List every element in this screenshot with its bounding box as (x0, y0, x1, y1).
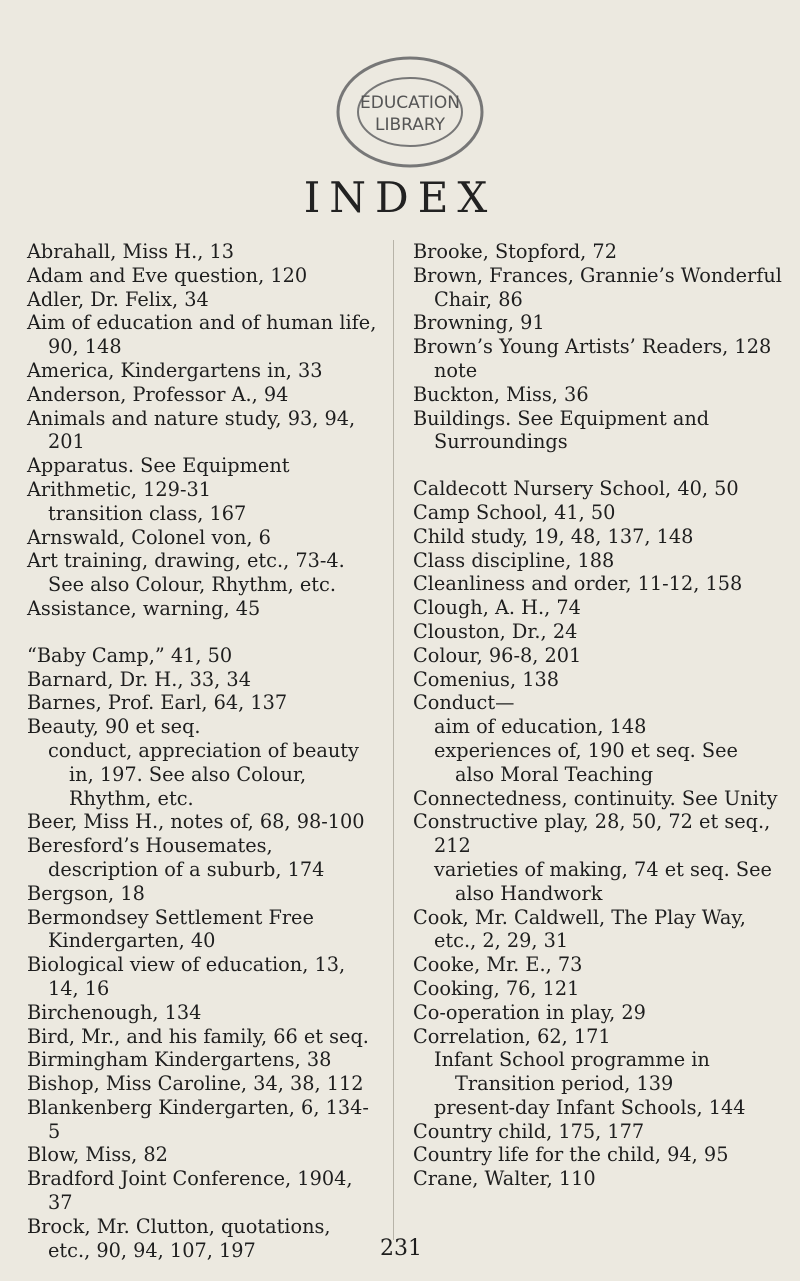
index-entry: Clough, A. H., 74 (413, 596, 581, 620)
index-entry: Assistance, warning, 45 (27, 596, 261, 620)
index-entry: Bradford Joint Conference, 1904, 37 (27, 1167, 353, 1215)
index-entry: Buildings. See Equipment and Surroundings (413, 406, 710, 454)
index-entry: Bishop, Miss Caroline, 34, 38, 112 (27, 1072, 364, 1096)
index-entry: Co-operation in play, 29 (413, 1000, 646, 1024)
column-divider (393, 240, 394, 1240)
index-entry: Bergson, 18 (27, 881, 145, 905)
index-entry: Arnswald, Colonel von, 6 (27, 525, 271, 549)
index-entry: experiences of, 190 et seq. See also Moral Teaching (434, 738, 738, 786)
index-entry: Colour, 96-8, 201 (413, 643, 582, 667)
index-column-right (413, 240, 783, 1191)
index-entry: Class discipline, 188 (413, 548, 615, 572)
index-entry: Adler, Dr. Felix, 34 (27, 287, 209, 311)
index-entry: Caldecott Nursery School, 40, 50 (413, 477, 739, 501)
index-entry: Brooke, Stopford, 72 (413, 240, 617, 263)
index-column-left (27, 240, 377, 1262)
index-entry: America, Kindergartens in, 33 (27, 358, 323, 382)
index-entry: Crane, Walter, 110 (413, 1167, 596, 1191)
page-number: 231 (380, 1236, 422, 1261)
index-entry: Constructive play, 28, 50, 72 et seq., 212 (413, 810, 771, 858)
index-entry: Cleanliness and order, 11-12, 158 (413, 572, 743, 596)
index-entry: conduct, appreciation of beauty in, 197. See also Colour, Rhythm, etc. (48, 738, 359, 810)
stamp-line1: EDUCATION (360, 93, 460, 113)
index-entry: Aim of education and of human life, 90, 148 (27, 311, 377, 359)
index-entry: Blow, Miss, 82 (27, 1143, 168, 1167)
index-entry: Cook, Mr. Caldwell, The Play Way, etc., 2, 29, 31 (413, 905, 746, 953)
index-entry: Anderson, Professor A., 94 (27, 382, 289, 406)
page-title: INDEX (303, 173, 497, 222)
index-entry: Beer, Miss H., notes of, 68, 98-100 (27, 810, 365, 834)
index-entry: Clouston, Dr., 24 (413, 619, 578, 643)
index-entry: Buckton, Miss, 36 (413, 382, 589, 406)
index-entry: present-day Infant Schools, 144 (434, 1095, 746, 1119)
stamp-line2: LIBRARY (374, 115, 446, 135)
index-entry: Birchenough, 134 (27, 1000, 202, 1024)
index-entry: Camp School, 41, 50 (413, 500, 616, 524)
index-entry: Beresford’s Housemates, description of a suburb, 174 (27, 834, 325, 881)
index-entry: Conduct— (413, 691, 515, 715)
index-entry: Art training, drawing, etc., 73-4. See also Colour, Rhythm, etc. (27, 549, 345, 597)
index-entry: Animals and nature study, 93, 94, 201 (27, 406, 356, 454)
index-entry: Brock, Mr. Clutton, quotations, etc., 90, 94, 107, 197 (27, 1214, 331, 1262)
index-entry: Country child, 175, 177 (413, 1119, 645, 1143)
index-entry: Barnard, Dr. H., 33, 34 (27, 667, 251, 691)
index-entry: Browning, 91 (413, 311, 545, 335)
index-entry: Bermondsey Settlement Free Kindergarten, 40 (27, 905, 314, 953)
index-entry: Arithmetic, 129-31 (27, 477, 211, 501)
index-entry: Brown, Frances, Grannie’s Wonderful Chair, 86 (413, 263, 782, 311)
index-entry: Apparatus. See Equipment (27, 454, 290, 478)
index-entry: Barnes, Prof. Earl, 64, 137 (27, 691, 288, 715)
index-entry: Blankenberg Kindergarten, 6, 134-5 (27, 1095, 369, 1143)
index-entry: Correlation, 62, 171 (413, 1024, 611, 1048)
index-entry: Cooking, 76, 121 (413, 976, 580, 1000)
index-entry: Beauty, 90 et seq. (27, 715, 201, 739)
index-entry: Child study, 19, 48, 137, 148 (413, 524, 694, 548)
stamp-seal-icon (330, 52, 490, 172)
index-entry: varieties of making, 74 et seq. See also Handwork (434, 857, 772, 905)
index-entry: Abrahall, Miss H., 13 (27, 240, 235, 263)
index-entry: Connectedness, continuity. See Unity (413, 786, 778, 810)
index-entry: Bird, Mr., and his family, 66 et seq. (27, 1024, 369, 1048)
index-entry: Country life for the child, 94, 95 (413, 1143, 729, 1167)
index-entry: “Baby Camp,” 41, 50 (27, 643, 233, 667)
index-entry: Infant School programme in Transition period, 139 (434, 1048, 710, 1096)
library-stamp (330, 52, 490, 172)
index-entry: Biological view of education, 13, 14, 16 (27, 953, 346, 1000)
index-entry: Cooke, Mr. E., 73 (413, 953, 583, 977)
index-entry: Comenius, 138 (413, 667, 560, 691)
index-entry: transition class, 167 (48, 501, 247, 525)
index-entry: Birmingham Kindergartens, 38 (27, 1048, 332, 1072)
index-entry: Brown’s Young Artists’ Readers, 128 note (413, 335, 772, 382)
index-entry: Adam and Eve question, 120 (27, 263, 308, 287)
index-entry: aim of education, 148 (434, 715, 647, 739)
